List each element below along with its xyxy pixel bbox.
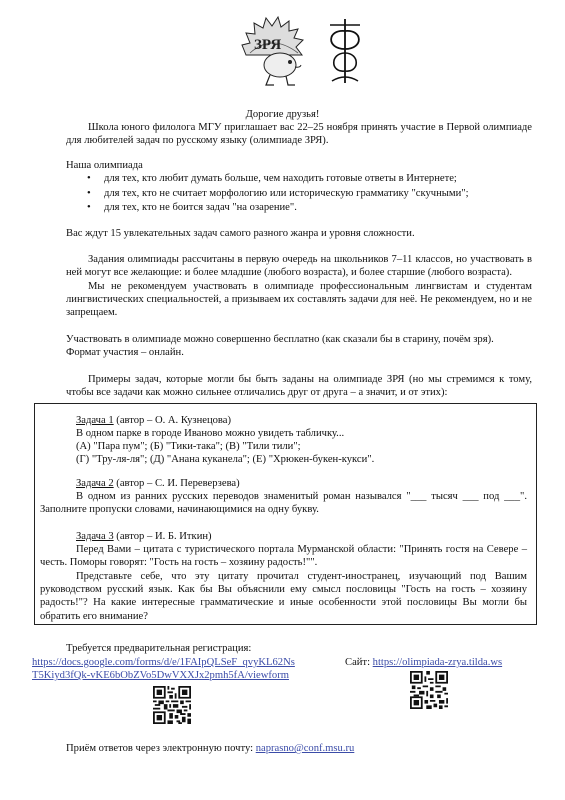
list-item: • для тех, кто не считает морфологию или историческую грамматику "скучными"; [66,187,526,200]
registration-label: Требуется предварительная регистрация: [66,643,252,654]
site-link[interactable]: https://olimpiada-zrya.tilda.ws [372,657,503,668]
task-3-author: (автор – И. Б. Иткин) [113,531,212,542]
task-2-heading [40,477,527,490]
task-1-label: Задача 1 [76,415,114,426]
task-1-line: (Г) "Тру-ля-ля"; (Д) "Анана куканела"; (Е) "Хрюкен-букен-кукси". [76,454,375,465]
list-item: • для тех, кто любит думать больше, чем находить готовые ответы в Интернете; [66,172,526,185]
registration-link-line-2[interactable]: T5Kiyd3fQk-vKE6bObZVo5DwVXXJx2pmh5fA/viewform [32,670,289,681]
answers-label: Приём ответов через электронную почту: [66,743,256,754]
task-3-label: Задача 3 [76,531,114,542]
site-label: Сайт: [345,657,373,668]
task-1-author: (автор – О. А. Кузнецова) [113,415,232,426]
audience-lead: Наша олимпиада [66,160,143,171]
task-3-heading [40,530,527,543]
logo-zrya-text: ЗРЯ [254,37,282,53]
audience-list [66,172,526,216]
site-line [345,656,502,669]
recommendation-paragraph: Мы не рекомендуем участвовать в олимпиаде профессиональным лингвистам и студентам лингвистических специальностей, а призываем их составлять задачи для неё. Не рекомендуем, но и не запрещаем. [66,281,532,319]
hedgehog-logo-icon [240,15,308,87]
task-1-line: (А) "Пара пум"; (Б) "Тики-така"; (В) "Тили тили"; [76,441,301,452]
list-item: • для тех, кто не боится задач "на озарение". [66,201,526,214]
task-3-question: Представьте себе, что эту цитату прочитал студент-иностранец, изучающий под Вашим руководством русский язык. Как бы Вы объяснили ему смысл пословицы "Гость на гость – хозяину радость!"? На какие интересные грамматические и иные особенности этой пословицы Вы могли бы обратить его внимание? [40,571,527,622]
logo-area [240,15,380,87]
eligibility-paragraph: Задания олимпиады рассчитаны в первую очередь на школьников 7–11 классов, но участвовать в ней могут все желающие: и более младшие (любого возраста), и более старшие (любого возраста). [66,254,532,279]
task-3-quote: Перед Вами – цитата с туристического портала Мурманской области: "Принять гостя на Севере – честь. Поморы говорят: "Гость на гость – хозяину радость!"". [40,544,527,569]
examples-intro: Примеры задач, которые могли бы быть заданы на олимпиаде ЗРЯ (но мы стремимся к тому, чтобы все задачи как можно сильнее отличались друг от друга – а значит, и от этих): [66,374,532,399]
page-title: Дорогие друзья! [245,109,320,120]
participation-format: Формат участия – онлайн. [66,347,184,358]
task-1-heading [40,414,527,427]
site-qr-code-icon [410,671,448,709]
tasks-note: Вас ждут 15 увлекательных задач самого разного жанра и уровня сложности. [66,228,415,239]
task-2-text: В одном из ранних русских переводов знаменитый роман назывался "___ тысяч ___ под ___". Заполните пропуски словами, начинающимися на одну букву. [40,491,527,516]
answers-email-link[interactable]: naprasno@conf.msu.ru [255,743,355,754]
philology-school-emblem-icon [322,15,368,87]
invitation-paragraph: Школа юного филолога МГУ приглашает вас 22–25 ноября принять участие в Первой олимпиаде для любителей задач по русскому языку (олимпиаде ЗРЯ). [66,122,532,147]
registration-link-line-1[interactable]: https://docs.google.com/forms/d/e/1FAIpQLSeF_qvyKL62Ns [32,657,295,668]
task-2-author: (автор – С. И. Переверзева) [113,478,240,489]
free-participation: Участвовать в олимпиаде можно совершенно бесплатно (как сказали бы в старину, почём зря). [66,334,494,345]
task-2-label: Задача 2 [76,478,114,489]
task-1-line: В одном парке в городе Иваново можно увидеть табличку... [76,428,345,439]
registration-qr-code-icon [153,686,191,724]
answers-line [66,742,354,755]
